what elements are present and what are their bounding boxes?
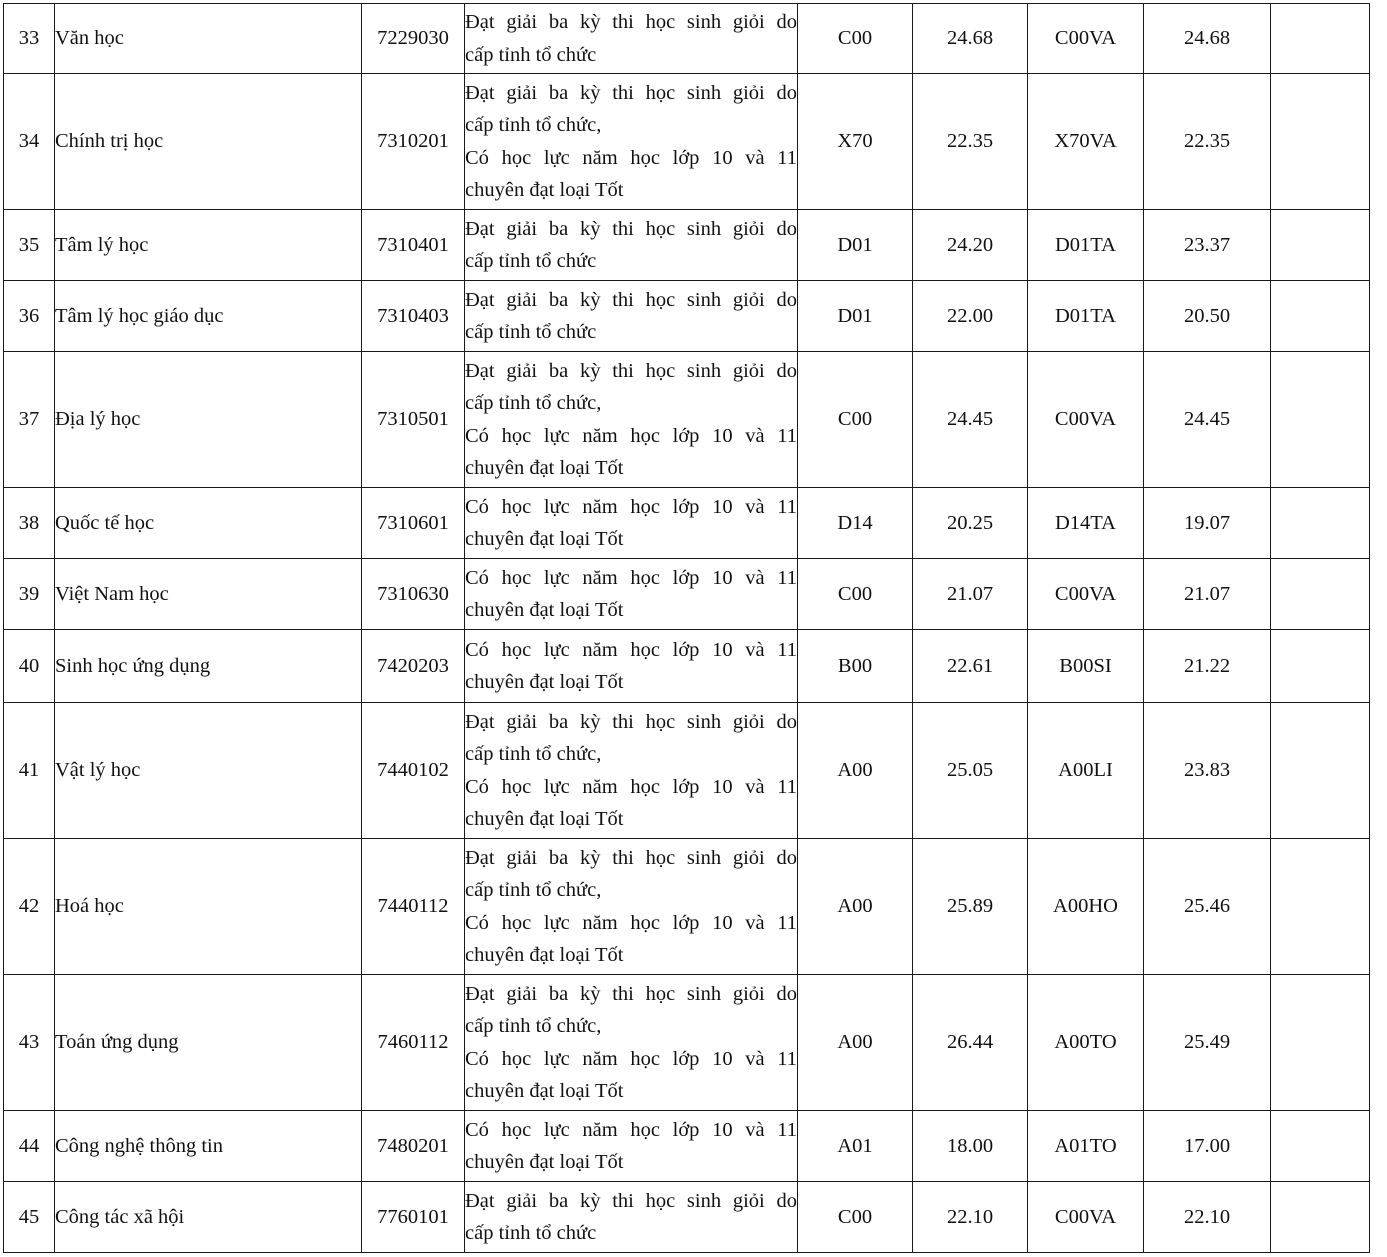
admission-conditions — [465, 1182, 798, 1253]
condition-line: cấp tỉnh tổ chức, — [465, 114, 602, 136]
condition-line: Có học lực năm học lớp 10 và 11 — [465, 424, 797, 447]
major-name: Quốc tế học — [55, 488, 362, 559]
condition-line: Đạt giải ba kỳ thi học sinh giỏi do — [465, 1189, 797, 1212]
major-code: 7460112 — [362, 975, 465, 1111]
condition-line: cấp tỉnh tổ chức — [465, 321, 597, 343]
major-code: 7440112 — [362, 839, 465, 975]
note-cell — [1271, 559, 1370, 630]
condition-line: Đạt giải ba kỳ thi học sinh giỏi do — [465, 359, 797, 382]
row-number: 39 — [4, 559, 55, 630]
note-cell — [1271, 703, 1370, 839]
major-code: 7229030 — [362, 4, 465, 74]
major-code: 7310630 — [362, 559, 465, 630]
major-name: Công tác xã hội — [55, 1182, 362, 1253]
condition-line: Có học lực năm học lớp 10 và 11 — [465, 146, 797, 169]
major-code: 7440102 — [362, 703, 465, 839]
condition-line: Có học lực năm học lớp 10 và 11 — [465, 911, 797, 934]
table-row — [4, 1111, 1370, 1182]
admission-conditions — [465, 210, 798, 281]
subject-combination: A00 — [798, 839, 913, 975]
major-name: Văn học — [55, 4, 362, 74]
table-row — [4, 630, 1370, 703]
priority-score: 21.22 — [1144, 630, 1271, 703]
priority-combination: C00VA — [1028, 352, 1144, 488]
note-cell — [1271, 839, 1370, 975]
priority-score: 17.00 — [1144, 1111, 1271, 1182]
table-row — [4, 1182, 1370, 1253]
row-number: 33 — [4, 4, 55, 74]
major-name: Vật lý học — [55, 703, 362, 839]
row-number: 45 — [4, 1182, 55, 1253]
condition-line: Đạt giải ba kỳ thi học sinh giỏi do — [465, 710, 797, 733]
subject-combination: D14 — [798, 488, 913, 559]
subject-combination: C00 — [798, 559, 913, 630]
admission-conditions — [465, 559, 798, 630]
priority-score: 24.68 — [1144, 4, 1271, 74]
priority-combination: C00VA — [1028, 1182, 1144, 1253]
admission-score-table — [3, 3, 1370, 1253]
priority-score: 22.10 — [1144, 1182, 1271, 1253]
priority-combination: X70VA — [1028, 74, 1144, 210]
condition-line: Đạt giải ba kỳ thi học sinh giỏi do — [465, 217, 797, 240]
note-cell — [1271, 1111, 1370, 1182]
priority-score: 24.45 — [1144, 352, 1271, 488]
row-number: 44 — [4, 1111, 55, 1182]
condition-line: chuyên đạt loại Tốt — [465, 528, 624, 550]
note-cell — [1271, 281, 1370, 352]
row-number: 43 — [4, 975, 55, 1111]
row-number: 35 — [4, 210, 55, 281]
subject-combination: X70 — [798, 74, 913, 210]
row-number: 37 — [4, 352, 55, 488]
table-row — [4, 703, 1370, 839]
priority-score: 25.46 — [1144, 839, 1271, 975]
major-code: 7310501 — [362, 352, 465, 488]
cutoff-score: 25.05 — [913, 703, 1028, 839]
condition-line: Có học lực năm học lớp 10 và 11 — [465, 566, 797, 589]
priority-combination: D01TA — [1028, 281, 1144, 352]
admission-conditions — [465, 488, 798, 559]
major-name: Tâm lý học — [55, 210, 362, 281]
table-row — [4, 559, 1370, 630]
priority-combination: D01TA — [1028, 210, 1144, 281]
condition-line: Có học lực năm học lớp 10 và 11 — [465, 495, 797, 518]
cutoff-score: 21.07 — [913, 559, 1028, 630]
note-cell — [1271, 4, 1370, 74]
subject-combination: C00 — [798, 4, 913, 74]
priority-combination: C00VA — [1028, 4, 1144, 74]
major-code: 7310401 — [362, 210, 465, 281]
major-code: 7480201 — [362, 1111, 465, 1182]
condition-line: Đạt giải ba kỳ thi học sinh giỏi do — [465, 982, 797, 1005]
admission-conditions — [465, 281, 798, 352]
major-name: Hoá học — [55, 839, 362, 975]
priority-combination: C00VA — [1028, 559, 1144, 630]
note-cell — [1271, 210, 1370, 281]
table-row — [4, 74, 1370, 210]
row-number: 41 — [4, 703, 55, 839]
priority-score: 20.50 — [1144, 281, 1271, 352]
note-cell — [1271, 352, 1370, 488]
priority-score: 23.37 — [1144, 210, 1271, 281]
admission-conditions — [465, 352, 798, 488]
cutoff-score: 22.00 — [913, 281, 1028, 352]
condition-line: cấp tỉnh tổ chức, — [465, 392, 602, 414]
table-row — [4, 488, 1370, 559]
note-cell — [1271, 1182, 1370, 1253]
note-cell — [1271, 975, 1370, 1111]
note-cell — [1271, 74, 1370, 210]
admission-conditions — [465, 630, 798, 703]
subject-combination: D01 — [798, 281, 913, 352]
condition-line: cấp tỉnh tổ chức, — [465, 743, 602, 765]
row-number: 42 — [4, 839, 55, 975]
priority-combination: B00SI — [1028, 630, 1144, 703]
priority-score: 21.07 — [1144, 559, 1271, 630]
subject-combination: C00 — [798, 352, 913, 488]
subject-combination: A00 — [798, 703, 913, 839]
note-cell — [1271, 630, 1370, 703]
condition-line: Có học lực năm học lớp 10 và 11 — [465, 1047, 797, 1070]
priority-combination: A01TO — [1028, 1111, 1144, 1182]
cutoff-score: 18.00 — [913, 1111, 1028, 1182]
cutoff-score: 24.45 — [913, 352, 1028, 488]
condition-line: chuyên đạt loại Tốt — [465, 671, 624, 693]
condition-line: chuyên đạt loại Tốt — [465, 179, 624, 201]
table-row — [4, 975, 1370, 1111]
condition-line: Có học lực năm học lớp 10 và 11 — [465, 638, 797, 661]
condition-line: Đạt giải ba kỳ thi học sinh giỏi do — [465, 81, 797, 104]
condition-line: chuyên đạt loại Tốt — [465, 599, 624, 621]
major-name: Công nghệ thông tin — [55, 1111, 362, 1182]
row-number: 40 — [4, 630, 55, 703]
major-code: 7310601 — [362, 488, 465, 559]
table-row — [4, 210, 1370, 281]
major-name: Chính trị học — [55, 74, 362, 210]
row-number: 36 — [4, 281, 55, 352]
priority-score: 22.35 — [1144, 74, 1271, 210]
condition-line: cấp tỉnh tổ chức — [465, 43, 597, 66]
table-row — [4, 839, 1370, 975]
admission-conditions — [465, 975, 798, 1111]
priority-score: 25.49 — [1144, 975, 1271, 1111]
condition-line: chuyên đạt loại Tốt — [465, 1151, 624, 1173]
priority-combination: A00HO — [1028, 839, 1144, 975]
cutoff-score: 25.89 — [913, 839, 1028, 975]
major-name: Địa lý học — [55, 352, 362, 488]
row-number: 38 — [4, 488, 55, 559]
cutoff-score: 26.44 — [913, 975, 1028, 1111]
priority-combination: D14TA — [1028, 488, 1144, 559]
major-name: Việt Nam học — [55, 559, 362, 630]
priority-combination: A00LI — [1028, 703, 1144, 839]
condition-line: chuyên đạt loại Tốt — [465, 944, 624, 966]
cutoff-score: 20.25 — [913, 488, 1028, 559]
cutoff-score: 22.10 — [913, 1182, 1028, 1253]
table-row — [4, 4, 1370, 74]
major-name: Sinh học ứng dụng — [55, 630, 362, 703]
condition-line: cấp tỉnh tổ chức — [465, 1222, 597, 1244]
table-row — [4, 352, 1370, 488]
cutoff-score: 22.61 — [913, 630, 1028, 703]
priority-score: 23.83 — [1144, 703, 1271, 839]
condition-line: Đạt giải ba kỳ thi học sinh giỏi do — [465, 11, 797, 33]
major-code: 7420203 — [362, 630, 465, 703]
row-number: 34 — [4, 74, 55, 210]
subject-combination: A01 — [798, 1111, 913, 1182]
condition-line: Đạt giải ba kỳ thi học sinh giỏi do — [465, 288, 797, 311]
major-code: 7310201 — [362, 74, 465, 210]
priority-score: 19.07 — [1144, 488, 1271, 559]
condition-line: chuyên đạt loại Tốt — [465, 457, 624, 479]
admission-conditions — [465, 4, 798, 74]
condition-line: Đạt giải ba kỳ thi học sinh giỏi do — [465, 846, 797, 869]
admission-conditions — [465, 839, 798, 975]
subject-combination: C00 — [798, 1182, 913, 1253]
admission-conditions — [465, 74, 798, 210]
subject-combination: A00 — [798, 975, 913, 1111]
cutoff-score: 24.20 — [913, 210, 1028, 281]
admission-conditions — [465, 1111, 798, 1182]
condition-line: chuyên đạt loại Tốt — [465, 1080, 624, 1102]
cutoff-score: 24.68 — [913, 4, 1028, 74]
major-code: 7760101 — [362, 1182, 465, 1253]
condition-line: chuyên đạt loại Tốt — [465, 808, 624, 830]
note-cell — [1271, 488, 1370, 559]
table-body — [4, 4, 1370, 1253]
condition-line: Có học lực năm học lớp 10 và 11 — [465, 775, 797, 798]
table-row — [4, 281, 1370, 352]
subject-combination: B00 — [798, 630, 913, 703]
major-name: Toán ứng dụng — [55, 975, 362, 1111]
cutoff-score: 22.35 — [913, 74, 1028, 210]
major-name: Tâm lý học giáo dục — [55, 281, 362, 352]
major-code: 7310403 — [362, 281, 465, 352]
condition-line: cấp tỉnh tổ chức, — [465, 879, 602, 901]
priority-combination: A00TO — [1028, 975, 1144, 1111]
subject-combination: D01 — [798, 210, 913, 281]
admission-conditions — [465, 703, 798, 839]
condition-line: Có học lực năm học lớp 10 và 11 — [465, 1118, 797, 1141]
condition-line: cấp tỉnh tổ chức — [465, 250, 597, 272]
condition-line: cấp tỉnh tổ chức, — [465, 1015, 602, 1037]
